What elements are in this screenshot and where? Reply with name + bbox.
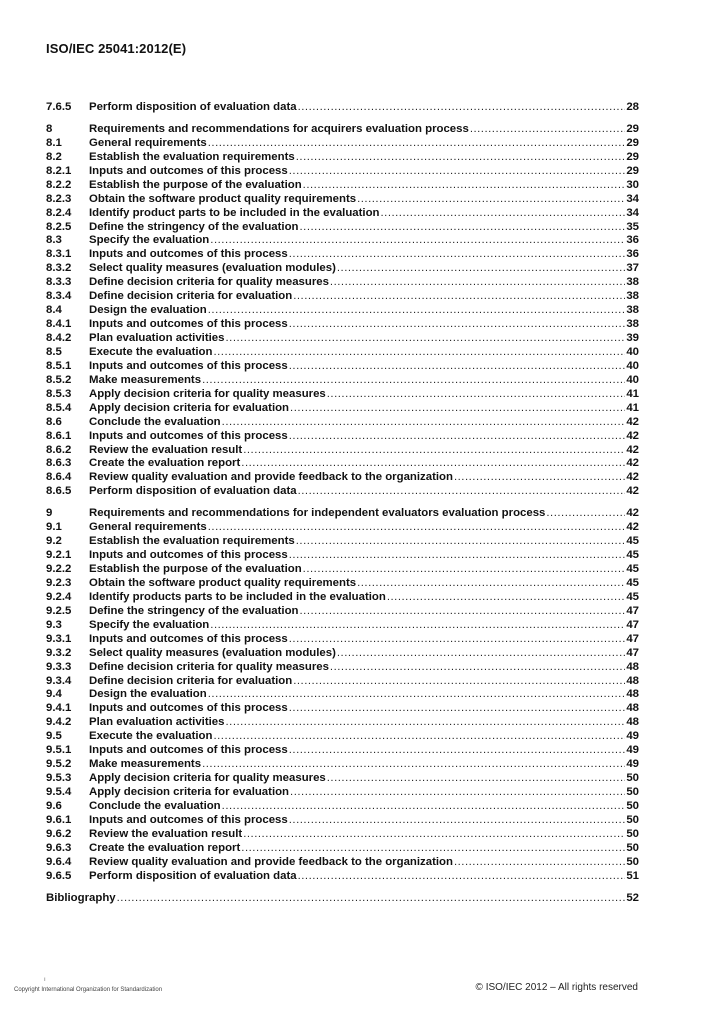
toc-entry-title: Inputs and outcomes of this process xyxy=(89,549,288,562)
toc-entry-title: Conclude the evaluation xyxy=(89,415,221,428)
toc-entry-number: 8.2.1 xyxy=(46,164,72,177)
toc-entry-number: 9.2.5 xyxy=(46,604,72,617)
toc-entry-page: 47 xyxy=(626,632,639,645)
toc-entry-title: Apply decision criteria for evaluation xyxy=(89,401,290,414)
toc-entry[interactable] xyxy=(46,549,639,563)
toc-leader-dots xyxy=(289,318,626,332)
toc-entry-title: Make measurements xyxy=(89,758,202,771)
toc-entry-title: Make measurements xyxy=(89,373,202,386)
toc-entry-page: 40 xyxy=(626,359,639,372)
toc-entry-number: 9.6.1 xyxy=(46,813,72,826)
toc-entry-page: 47 xyxy=(626,646,639,659)
toc-entry[interactable] xyxy=(46,661,639,675)
toc-entry-title: Apply decision criteria for quality measures xyxy=(89,772,326,785)
toc-entry[interactable] xyxy=(46,101,639,115)
toc-entry-page: 38 xyxy=(626,304,639,317)
toc-leader-dots xyxy=(296,151,626,165)
toc-leader-dots xyxy=(241,842,625,856)
toc-entry-number: 8.6.1 xyxy=(46,429,72,442)
toc-entry-title: Execute the evaluation xyxy=(89,345,213,358)
toc-entry-page: 45 xyxy=(626,535,639,548)
toc-entry[interactable] xyxy=(46,290,639,304)
table-of-contents xyxy=(46,101,639,906)
toc-entry[interactable] xyxy=(46,744,639,758)
toc-entry-title: Select quality measures (evaluation modules) xyxy=(89,646,336,659)
toc-entry-number: 9.5 xyxy=(46,730,62,743)
toc-entry-number: 8.2.3 xyxy=(46,192,72,205)
toc-entry-page: 42 xyxy=(626,521,639,534)
toc-entry-title: Plan evaluation activities xyxy=(89,332,225,344)
toc-entry[interactable] xyxy=(46,507,639,521)
toc-entry-page: 47 xyxy=(626,604,639,617)
toc-entry-title: Execute the evaluation xyxy=(89,730,213,743)
toc-entry-number: 8 xyxy=(46,122,53,135)
toc-entry-title: Apply decision criteria for evaluation xyxy=(89,786,290,798)
toc-entry-number: 8.3.1 xyxy=(46,248,72,261)
toc-leader-dots xyxy=(327,772,626,786)
toc-entry-page: 42 xyxy=(626,471,639,484)
toc-entry-number: 9.5.4 xyxy=(46,786,72,798)
toc-entry-title: Bibliography xyxy=(46,891,116,904)
toc-entry-page: 49 xyxy=(626,744,639,757)
toc-entry[interactable] xyxy=(46,619,639,633)
toc-entry-title: Create the evaluation report xyxy=(89,457,241,470)
toc-leader-dots xyxy=(202,758,625,772)
toc-entry[interactable] xyxy=(46,276,639,290)
toc-leader-dots xyxy=(330,661,625,675)
toc-entry-page: 42 xyxy=(626,457,639,470)
toc-leader-dots xyxy=(454,471,625,485)
toc-entry-page: 48 xyxy=(626,702,639,715)
toc-entry-title: Inputs and outcomes of this process xyxy=(89,813,288,826)
toc-leader-dots xyxy=(289,430,626,444)
toc-entry[interactable] xyxy=(46,633,639,647)
toc-leader-dots xyxy=(337,262,625,276)
toc-entry-title: Inputs and outcomes of this process xyxy=(89,632,288,645)
toc-entry-title: Review the evaluation result xyxy=(89,827,243,840)
toc-entry-page: 45 xyxy=(626,576,639,589)
toc-entry[interactable] xyxy=(46,179,639,193)
toc-entry-number: 9.2 xyxy=(46,535,62,548)
toc-leader-dots xyxy=(357,193,625,207)
toc-leader-dots xyxy=(289,814,626,828)
toc-entry-number: 8.6.3 xyxy=(46,457,72,470)
toc-entry-page: 37 xyxy=(626,262,639,275)
toc-leader-dots xyxy=(298,870,626,884)
toc-entry-number: 9 xyxy=(46,507,53,520)
toc-entry-number: 8.4 xyxy=(46,304,62,317)
toc-leader-dots xyxy=(210,619,625,633)
toc-leader-dots xyxy=(380,207,625,221)
toc-entry[interactable] xyxy=(46,786,639,800)
toc-entry-page: 51 xyxy=(626,869,639,882)
toc-entry-title: Define decision criteria for evaluation xyxy=(89,674,293,687)
toc-leader-dots xyxy=(357,577,625,591)
toc-entry-number: 7.6.5 xyxy=(46,101,72,113)
toc-leader-dots xyxy=(117,892,626,906)
toc-entry[interactable] xyxy=(46,521,639,535)
toc-leader-dots xyxy=(300,221,626,235)
toc-entry-page: 48 xyxy=(626,688,639,701)
toc-entry-title: Obtain the software product quality requirements xyxy=(89,576,357,589)
toc-entry-title: Create the evaluation report xyxy=(89,841,241,854)
document-id-header: ISO/IEC 25041:2012(E) xyxy=(46,41,187,56)
toc-entry-number: 9.6.4 xyxy=(46,855,72,868)
toc-entry-number: 9.6 xyxy=(46,799,62,812)
toc-entry[interactable] xyxy=(46,892,639,906)
toc-leader-dots xyxy=(289,744,626,758)
toc-entry-page: 39 xyxy=(626,332,639,344)
toc-entry[interactable] xyxy=(46,591,639,605)
toc-entry-number: 8.6.4 xyxy=(46,471,72,484)
toc-entry[interactable] xyxy=(46,137,639,151)
toc-entry[interactable] xyxy=(46,234,639,248)
toc-entry-number: 9.3.4 xyxy=(46,674,72,687)
toc-entry-page: 49 xyxy=(626,730,639,743)
toc-entry-title: Obtain the software product quality requirements xyxy=(89,192,357,205)
toc-entry-title: Inputs and outcomes of this process xyxy=(89,164,288,177)
toc-entry-page: 36 xyxy=(626,234,639,247)
toc-entry[interactable] xyxy=(46,856,639,870)
toc-entry-number: 9.6.3 xyxy=(46,841,72,854)
toc-entry-title: Identify product parts to be included in the evaluation xyxy=(89,206,380,219)
toc-leader-dots xyxy=(303,179,626,193)
toc-entry-number: 8.6.5 xyxy=(46,485,72,498)
toc-entry-number: 8.2.2 xyxy=(46,178,72,191)
toc-entry-page: 50 xyxy=(626,772,639,785)
toc-entry[interactable] xyxy=(46,207,639,221)
toc-entry[interactable] xyxy=(46,842,639,856)
toc-leader-dots xyxy=(222,800,626,814)
toc-entry-page: 50 xyxy=(626,855,639,868)
toc-entry-page: 29 xyxy=(626,122,639,135)
toc-entry-page: 50 xyxy=(626,813,639,826)
toc-entry-title: Define decision criteria for quality measures xyxy=(89,660,329,673)
toc-entry[interactable] xyxy=(46,416,639,430)
toc-leader-dots xyxy=(208,304,626,318)
toc-entry-page: 36 xyxy=(626,248,639,261)
toc-entry-page: 42 xyxy=(626,507,639,520)
toc-entry-number: 9.2.3 xyxy=(46,576,72,589)
toc-leader-dots xyxy=(208,137,626,151)
toc-entry-title: Design the evaluation xyxy=(89,304,207,317)
toc-entry[interactable] xyxy=(46,675,639,689)
toc-entry-number: 8.5.3 xyxy=(46,387,72,400)
toc-entry[interactable] xyxy=(46,563,639,577)
toc-leader-dots xyxy=(289,360,626,374)
toc-entry-page: 50 xyxy=(626,799,639,812)
toc-entry-title: General requirements xyxy=(89,136,207,149)
toc-leader-dots xyxy=(289,248,626,262)
toc-entry[interactable] xyxy=(46,485,639,499)
toc-entry-page: 34 xyxy=(626,192,639,205)
toc-entry[interactable] xyxy=(46,471,639,485)
toc-entry-title: Establish the purpose of the evaluation xyxy=(89,563,302,575)
toc-entry-page: 29 xyxy=(626,150,639,163)
toc-leader-dots xyxy=(327,388,626,402)
toc-leader-dots xyxy=(243,444,625,458)
toc-leader-dots xyxy=(298,101,626,115)
toc-entry-number: 8.1 xyxy=(46,136,62,149)
toc-entry-number: 9.3.2 xyxy=(46,646,72,659)
toc-entry-number: 8.5.1 xyxy=(46,359,72,372)
toc-leader-dots xyxy=(337,647,625,661)
toc-entry-number: 9.2.4 xyxy=(46,590,72,603)
toc-entry-title: Inputs and outcomes of this process xyxy=(89,318,288,331)
toc-entry-number: 9.3.3 xyxy=(46,660,72,673)
toc-leader-dots xyxy=(208,688,626,702)
toc-leader-dots xyxy=(241,457,625,471)
toc-entry[interactable] xyxy=(46,262,639,276)
toc-entry[interactable] xyxy=(46,151,639,165)
toc-entry-page: 45 xyxy=(626,563,639,575)
toc-entry[interactable] xyxy=(46,647,639,661)
toc-entry-title: Identify products parts to be included in the evaluation xyxy=(89,590,386,603)
toc-entry-page: 50 xyxy=(626,827,639,840)
toc-entry-number: 8.5 xyxy=(46,345,62,358)
toc-entry-page: 49 xyxy=(626,758,639,771)
toc-entry-title: Inputs and outcomes of this process xyxy=(89,248,288,261)
toc-entry[interactable] xyxy=(46,828,639,842)
toc-entry-title: Define decision criteria for evaluation xyxy=(89,290,293,303)
toc-entry-number: 9.5.2 xyxy=(46,758,72,771)
toc-entry-number: 9.1 xyxy=(46,521,62,534)
toc-entry-page: 45 xyxy=(626,549,639,562)
toc-entry-number: 9.4.1 xyxy=(46,702,72,715)
toc-entry-number: 9.2.1 xyxy=(46,549,72,562)
toc-entry[interactable] xyxy=(46,360,639,374)
toc-entry-number: 8.3.3 xyxy=(46,276,72,289)
toc-entry-title: Define decision criteria for quality measures xyxy=(89,276,329,289)
toc-entry-page: 42 xyxy=(626,485,639,498)
toc-entry[interactable] xyxy=(46,402,639,416)
toc-leader-dots xyxy=(454,856,625,870)
toc-leader-dots xyxy=(213,346,625,360)
toc-entry[interactable] xyxy=(46,457,639,471)
toc-entry-number: 9.6.2 xyxy=(46,827,72,840)
toc-entry-title: Inputs and outcomes of this process xyxy=(89,702,288,715)
toc-entry[interactable] xyxy=(46,193,639,207)
toc-entry-page: 38 xyxy=(626,276,639,289)
toc-entry[interactable] xyxy=(46,123,639,137)
toc-leader-dots xyxy=(202,374,625,388)
toc-entry-title: Conclude the evaluation xyxy=(89,799,221,812)
toc-entry-number: 9.3 xyxy=(46,618,62,631)
toc-entry-page: 38 xyxy=(626,318,639,331)
toc-entry-title: Inputs and outcomes of this process xyxy=(89,359,288,372)
toc-entry-page: 52 xyxy=(626,891,639,904)
toc-entry[interactable] xyxy=(46,332,639,346)
toc-entry-title: General requirements xyxy=(89,521,207,534)
toc-entry-number: 8.2 xyxy=(46,150,62,163)
toc-entry-page: 34 xyxy=(626,206,639,219)
toc-leader-dots xyxy=(303,563,626,577)
toc-entry-title: Define the stringency of the evaluation xyxy=(89,604,299,617)
toc-entry-number: 8.5.4 xyxy=(46,401,72,414)
toc-leader-dots xyxy=(208,521,626,535)
toc-entry-number: 9.5.3 xyxy=(46,772,72,785)
toc-entry-number: 9.5.1 xyxy=(46,744,72,757)
toc-entry[interactable] xyxy=(46,772,639,786)
toc-entry-title: Requirements and recommendations for acquirers evaluation process xyxy=(89,122,469,135)
toc-entry-title: Inputs and outcomes of this process xyxy=(89,744,288,757)
toc-entry-number: 8.5.2 xyxy=(46,373,72,386)
toc-leader-dots xyxy=(293,675,625,689)
toc-entry[interactable] xyxy=(46,688,639,702)
toc-entry-title: Review quality evaluation and provide feedback to the organization xyxy=(89,471,453,484)
toc-entry[interactable] xyxy=(46,758,639,772)
toc-entry-page: 28 xyxy=(626,101,639,113)
toc-entry[interactable] xyxy=(46,814,639,828)
toc-entry-number: 8.3.2 xyxy=(46,262,72,275)
toc-leader-dots xyxy=(298,485,626,499)
toc-entry-number: 9.6.5 xyxy=(46,869,72,882)
toc-entry-page: 42 xyxy=(626,415,639,428)
toc-leader-dots xyxy=(243,828,625,842)
toc-entry[interactable] xyxy=(46,577,639,591)
toc-entry-page: 38 xyxy=(626,290,639,303)
toc-leader-dots xyxy=(289,165,626,179)
footer-copyright-left: Copyright International Organization for Standardization xyxy=(14,987,163,993)
toc-entry-page: 41 xyxy=(626,401,639,414)
toc-entry-page: 40 xyxy=(626,345,639,358)
toc-entry-title: Establish the evaluation requirements xyxy=(89,150,295,163)
toc-leader-dots xyxy=(289,702,626,716)
toc-entry[interactable] xyxy=(46,535,639,549)
toc-entry-number: 9.2.2 xyxy=(46,563,72,575)
toc-entry-page: 48 xyxy=(626,660,639,673)
toc-entry[interactable] xyxy=(46,374,639,388)
toc-entry-title: Perform disposition of evaluation data xyxy=(89,869,297,882)
toc-entry-page: 48 xyxy=(626,674,639,687)
toc-leader-dots xyxy=(225,716,625,730)
toc-entry-number: 9.4.2 xyxy=(46,716,72,729)
toc-entry[interactable] xyxy=(46,318,639,332)
toc-leader-dots xyxy=(222,416,626,430)
toc-entry-page: 35 xyxy=(626,220,639,233)
toc-entry-title: Apply decision criteria for quality measures xyxy=(89,387,326,400)
toc-entry-number: 8.2.5 xyxy=(46,220,72,233)
toc-entry-title: Plan evaluation activities xyxy=(89,716,225,729)
toc-entry[interactable] xyxy=(46,248,639,262)
toc-entry-title: Select quality measures (evaluation modules) xyxy=(89,262,336,275)
toc-entry[interactable] xyxy=(46,165,639,179)
toc-entry[interactable] xyxy=(46,346,639,360)
toc-leader-dots xyxy=(546,507,625,521)
toc-entry[interactable] xyxy=(46,430,639,444)
toc-leader-dots xyxy=(330,276,625,290)
toc-entry-number: 8.4.2 xyxy=(46,332,72,344)
toc-entry[interactable] xyxy=(46,605,639,619)
toc-leader-dots xyxy=(387,591,626,605)
toc-entry-title: Requirements and recommendations for independent evaluators evaluation process xyxy=(89,507,546,520)
toc-entry-title: Review the evaluation result xyxy=(89,443,243,456)
toc-entry-page: 47 xyxy=(626,618,639,631)
toc-entry[interactable] xyxy=(46,304,639,318)
toc-entry-title: Define the stringency of the evaluation xyxy=(89,220,299,233)
toc-entry[interactable] xyxy=(46,730,639,744)
toc-entry-number: 8.4.1 xyxy=(46,318,72,331)
toc-entry-page: 42 xyxy=(626,443,639,456)
toc-entry-title: Specify the evaluation xyxy=(89,618,210,631)
toc-entry[interactable] xyxy=(46,444,639,458)
toc-entry[interactable] xyxy=(46,870,639,884)
toc-entry-page: 30 xyxy=(626,178,639,191)
toc-leader-dots xyxy=(289,549,626,563)
toc-leader-dots xyxy=(300,605,626,619)
toc-entry-page: 40 xyxy=(626,373,639,386)
toc-entry-page: 50 xyxy=(626,786,639,798)
toc-entry[interactable] xyxy=(46,800,639,814)
toc-entry-number: 8.3.4 xyxy=(46,290,72,303)
footer-mark: ı xyxy=(44,977,46,983)
toc-entry-number: 9.3.1 xyxy=(46,632,72,645)
toc-leader-dots xyxy=(225,332,625,346)
toc-entry-number: 8.6 xyxy=(46,415,62,428)
toc-entry[interactable] xyxy=(46,221,639,235)
footer-copyright-right: © ISO/IEC 2012 – All rights reserved xyxy=(475,982,638,993)
toc-entry-page: 29 xyxy=(626,164,639,177)
toc-entry-title: Design the evaluation xyxy=(89,688,207,701)
toc-entry-page: 41 xyxy=(626,387,639,400)
toc-leader-dots xyxy=(470,123,626,137)
toc-entry-page: 50 xyxy=(626,841,639,854)
toc-entry-page: 42 xyxy=(626,429,639,442)
toc-entry-title: Specify the evaluation xyxy=(89,234,210,247)
toc-entry[interactable] xyxy=(46,716,639,730)
toc-entry-title: Establish the evaluation requirements xyxy=(89,535,295,548)
toc-entry-title: Perform disposition of evaluation data xyxy=(89,101,297,113)
toc-leader-dots xyxy=(296,535,626,549)
toc-leader-dots xyxy=(290,786,625,800)
toc-leader-dots xyxy=(213,730,625,744)
toc-entry-number: 8.6.2 xyxy=(46,443,72,456)
toc-entry[interactable] xyxy=(46,388,639,402)
toc-entry-title: Perform disposition of evaluation data xyxy=(89,485,297,498)
toc-entry-number: 8.2.4 xyxy=(46,206,72,219)
toc-entry-page: 29 xyxy=(626,136,639,149)
toc-leader-dots xyxy=(210,234,625,248)
toc-entry-page: 45 xyxy=(626,590,639,603)
toc-entry-title: Establish the purpose of the evaluation xyxy=(89,178,302,191)
toc-entry-number: 8.3 xyxy=(46,234,62,247)
toc-leader-dots xyxy=(290,402,625,416)
toc-entry[interactable] xyxy=(46,702,639,716)
toc-entry-title: Review quality evaluation and provide feedback to the organization xyxy=(89,855,453,868)
toc-entry-title: Inputs and outcomes of this process xyxy=(89,429,288,442)
toc-entry-page: 48 xyxy=(626,716,639,729)
toc-leader-dots xyxy=(289,633,626,647)
toc-entry-number: 9.4 xyxy=(46,688,62,701)
toc-leader-dots xyxy=(293,290,625,304)
